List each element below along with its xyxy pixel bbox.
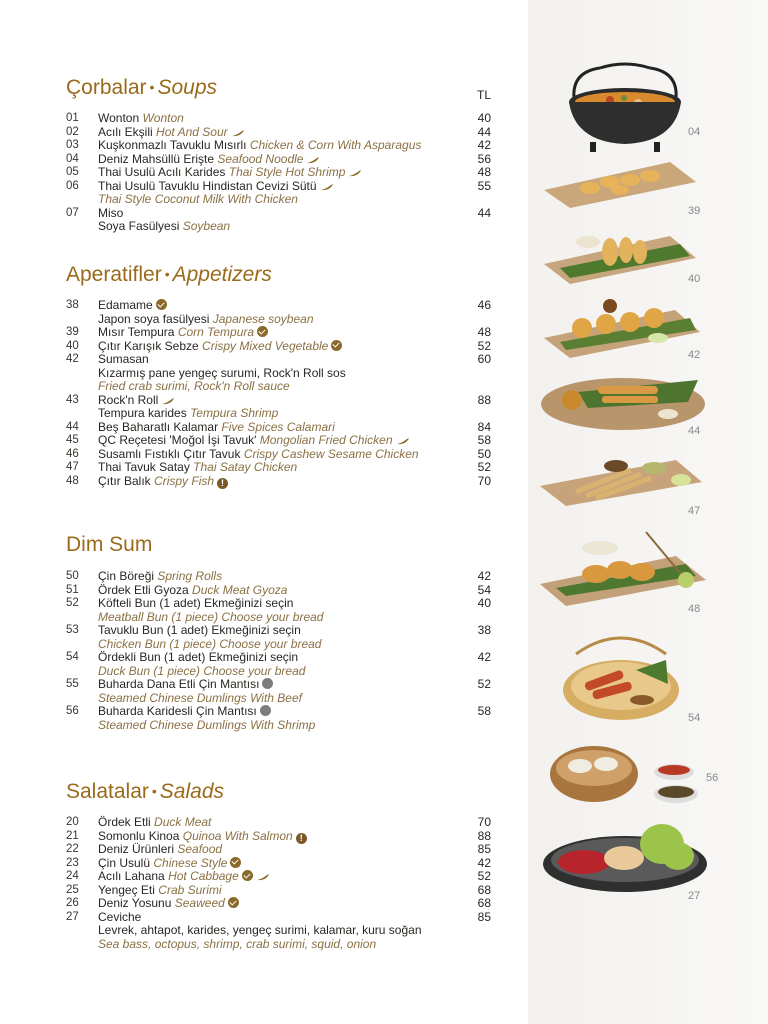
item-number: 47: [66, 461, 79, 473]
food-photo-tempura-plate: [540, 160, 700, 210]
food-photo-calamari: [538, 372, 708, 432]
menu-item-description: [66, 367, 496, 381]
item-name-en: Crab Surimi: [158, 882, 222, 897]
item-name-tr: Wonton: [98, 111, 140, 125]
item-name-tr: Rock'n Roll: [98, 392, 159, 407]
item-name-tr: Çin Usulü: [98, 855, 151, 870]
currency-label: TL: [476, 88, 491, 102]
steamed-icon: [262, 678, 273, 689]
menu-item-description: [66, 692, 496, 706]
item-name-en: Chicken Bun (1 piece) Choose your bread: [98, 636, 322, 651]
title-separator-dot: •: [151, 783, 157, 799]
item-text: [98, 299, 167, 313]
item-text: [98, 924, 422, 938]
item-name-en: Crispy Cashew Sesame Chicken: [243, 446, 419, 461]
item-name-en: Chinese Style: [153, 855, 228, 870]
food-photo-sumasan: [540, 298, 705, 363]
item-name-tr: Ceviche: [98, 909, 142, 924]
photo-label: 56: [706, 772, 719, 784]
menu-item: [66, 705, 496, 719]
menu-item: [66, 584, 496, 598]
section-title-en: Appetizers: [172, 263, 272, 286]
item-name-tr: Thai Tavuk Satay: [98, 460, 190, 474]
menu-item: [66, 870, 496, 884]
item-number: 26: [66, 897, 79, 909]
item-name-en: Steamed Chinese Dumlings With Beef: [98, 690, 302, 705]
item-name-en: Hot Cabbage: [168, 869, 239, 883]
item-price: 42: [477, 650, 491, 664]
item-text: [98, 665, 305, 679]
item-text: [98, 638, 321, 652]
menu-item: [66, 326, 496, 340]
item-name-tr: Acılı Ekşili: [98, 124, 153, 139]
section-title-tr: Aperatifler: [66, 263, 162, 286]
item-price: 42: [477, 569, 491, 583]
item-number: 54: [66, 651, 79, 663]
item-name-tr: Kuşkonmazlı Tavuklu Mısırlı: [98, 138, 247, 152]
item-name-en: Mongolian Fried Chicken: [259, 433, 393, 447]
item-text: [98, 475, 228, 489]
item-number: 02: [66, 125, 79, 138]
menu-item: [66, 166, 496, 180]
item-number: 22: [66, 843, 79, 855]
item-name-tr: Deniz Ürünleri: [98, 842, 175, 856]
item-text: [98, 207, 123, 221]
item-price: 40: [477, 111, 491, 125]
menu-section-dimsum: [66, 530, 496, 732]
item-text: [98, 421, 335, 435]
photo-label: 47: [688, 505, 701, 517]
item-name-en: Wonton: [142, 111, 184, 125]
item-price: 84: [477, 419, 491, 434]
check-leaf-icon: [228, 897, 239, 908]
item-price: 70: [477, 815, 491, 829]
item-text: [98, 153, 320, 167]
item-name-en: Seaweed: [174, 896, 225, 910]
item-text: [98, 570, 222, 584]
item-name-en: Hot And Sour: [156, 124, 228, 139]
menu-item: [66, 299, 496, 313]
item-price: 58: [477, 704, 491, 718]
menu-section-appetizers: [66, 259, 496, 488]
section-title: [66, 72, 496, 102]
item-price: 60: [477, 352, 491, 366]
item-number: 03: [66, 139, 79, 151]
photo-label: 39: [688, 205, 701, 217]
section-title: [66, 259, 496, 289]
food-photo-spring-roll-basket: [556, 624, 686, 724]
item-name-tr: Edamame: [98, 298, 153, 312]
item-number: 27: [66, 910, 79, 923]
item-name-en: Seafood: [177, 842, 223, 856]
item-text: [98, 884, 222, 898]
item-price: 48: [477, 165, 491, 179]
item-number: 51: [66, 583, 79, 596]
menu-item: [66, 434, 496, 448]
menu-item: [66, 830, 496, 844]
item-number: 52: [66, 597, 79, 609]
menu-item-description: [66, 938, 496, 952]
item-price: 56: [477, 151, 491, 166]
pepper-icon: [161, 397, 175, 405]
alert-icon: !: [217, 478, 228, 489]
item-number: 06: [66, 179, 79, 192]
item-name-tr: Japon soya fasülyesi: [98, 311, 210, 326]
item-name-tr: Kızarmış pane yengeç surumi, Rock'n Roll sos: [98, 365, 346, 380]
menu-item-description: [66, 611, 496, 625]
item-name-tr: Thai Usulü Tavuklu Hindistan Cevizi Sütü: [98, 178, 317, 193]
item-name-tr: QC Reçetesi 'Moğol İşi Tavuk': [98, 433, 257, 447]
item-text: [98, 407, 278, 421]
item-text: [98, 651, 298, 665]
menu-item-description: [66, 665, 496, 679]
item-text: [98, 719, 315, 733]
item-text: [98, 353, 149, 367]
menu-item-description: [66, 638, 496, 652]
item-text: [98, 220, 230, 234]
item-name-en: Crispy Mixed Vegetable: [202, 338, 329, 353]
food-photo-mixed-vegetable: [540, 228, 700, 288]
item-name-tr: Deniz Mahsüllü Erişte: [98, 151, 215, 166]
item-name-tr: Somonlu Kinoa: [98, 828, 180, 843]
section-title-en: Salads: [159, 780, 225, 803]
check-leaf-icon: [230, 857, 241, 868]
item-name-tr: Tempura karides: [98, 406, 187, 420]
menu-item: [66, 180, 496, 194]
menu-item: [66, 112, 496, 126]
food-photo-salad: [540, 818, 710, 898]
item-number: 24: [66, 870, 79, 882]
menu-section-soups: [66, 72, 496, 234]
section-title-en: Soups: [157, 76, 217, 99]
item-price: 52: [477, 869, 491, 883]
item-text: [98, 597, 293, 611]
item-price: 40: [477, 596, 491, 610]
menu-item-description: [66, 719, 496, 733]
item-text: [98, 584, 287, 598]
menu-item: [66, 394, 496, 408]
steamed-icon: [260, 705, 271, 716]
item-text: [98, 326, 268, 340]
item-name-tr: Köfteli Bun (1 adet) Ekmeğinizi seçin: [98, 596, 294, 610]
item-text: [98, 870, 270, 884]
menu-item: [66, 448, 496, 462]
item-number: 21: [66, 829, 79, 842]
menu-item: [66, 678, 496, 692]
item-text: [98, 692, 302, 706]
menu-item: [66, 624, 496, 638]
title-separator-dot: •: [164, 266, 170, 282]
menu-item-list: [66, 299, 496, 488]
item-text: [98, 340, 342, 354]
menu-item: [66, 911, 496, 925]
menu-item: [66, 843, 496, 857]
item-number: 55: [66, 678, 79, 690]
item-price: 55: [477, 178, 491, 193]
check-leaf-icon: [257, 326, 268, 337]
section-title-tr: Çorbalar: [66, 76, 147, 99]
item-text: [98, 367, 346, 381]
item-number: 01: [66, 112, 79, 124]
photo-label: 42: [688, 349, 701, 361]
item-text: [98, 126, 245, 140]
food-photo-satay: [536, 452, 706, 510]
item-name-tr: Çıtır Karışık Sebze: [98, 338, 199, 353]
menu-item: [66, 897, 496, 911]
photo-label: 54: [688, 712, 701, 724]
photo-label: 48: [688, 603, 701, 615]
item-price: 52: [477, 460, 491, 474]
menu-item-list: [66, 570, 496, 732]
menu-item: [66, 139, 496, 153]
item-name-en: Duck Bun (1 piece) Choose your bread: [98, 663, 306, 678]
menu-item-description: [66, 380, 496, 394]
item-number: 23: [66, 856, 79, 869]
title-separator-dot: •: [149, 79, 155, 95]
section-title-tr: Salatalar: [66, 780, 149, 803]
item-text: [98, 816, 211, 830]
item-text: [98, 112, 184, 126]
item-name-tr: Ördek Etli: [98, 815, 151, 829]
item-name-en: Seafood Noodle: [217, 151, 304, 166]
item-text: [98, 911, 141, 925]
item-price: 38: [477, 623, 491, 637]
alert-icon: !: [296, 833, 307, 844]
item-text: [98, 938, 376, 952]
item-text: [98, 180, 334, 194]
item-name-en: Corn Tempura: [177, 325, 255, 339]
pepper-icon: [306, 156, 320, 164]
menu-item: [66, 475, 496, 489]
menu-item-description: [66, 220, 496, 234]
item-number: 43: [66, 393, 79, 406]
menu-item: [66, 421, 496, 435]
menu-item-description: [66, 924, 496, 938]
item-text: [98, 193, 298, 207]
item-name-tr: Deniz Yosunu: [98, 896, 172, 910]
item-price: 50: [477, 446, 491, 461]
item-text: [98, 434, 410, 448]
item-name-en: Steamed Chinese Dumlings With Shrimp: [98, 717, 316, 732]
item-name-tr: Sumasan: [98, 352, 149, 366]
item-name-en: Five Spices Calamari: [221, 419, 335, 434]
item-price: 44: [477, 124, 491, 139]
item-price: 52: [477, 338, 491, 353]
food-photo-soup: [560, 62, 690, 162]
check-leaf-icon: [331, 340, 342, 351]
item-name-tr: Miso: [98, 205, 124, 220]
item-name-en: Japanese soybean: [212, 311, 314, 326]
menu-item: [66, 816, 496, 830]
item-name-en: Duck Meat: [154, 815, 212, 829]
item-name-tr: Buharda Dana Etli Çin Mantısı: [98, 677, 260, 691]
menu-item: [66, 353, 496, 367]
item-number: 48: [66, 474, 79, 487]
menu-item: [66, 884, 496, 898]
item-name-en: Tempura Shrimp: [190, 406, 279, 420]
menu-item-list: [66, 816, 496, 951]
item-name-en: Quinoa With Salmon: [182, 828, 293, 843]
item-name-en: Thai Style Hot Shrimp: [228, 165, 346, 179]
pepper-icon: [231, 129, 245, 137]
item-price: 70: [477, 473, 491, 488]
menu-item-description: [66, 193, 496, 207]
item-text: [98, 624, 301, 638]
item-name-tr: Susamlı Fıstıklı Çıtır Tavuk: [98, 446, 241, 461]
item-number: 40: [66, 339, 79, 352]
menu-item: [66, 461, 496, 475]
item-text: [98, 313, 314, 327]
item-number: 45: [66, 434, 79, 446]
section-title: [66, 776, 496, 806]
item-name-tr: Ördek Etli Gyoza: [98, 582, 189, 597]
item-number: 05: [66, 166, 79, 178]
item-text: [98, 166, 362, 180]
item-number: 44: [66, 420, 79, 433]
photo-label: 04: [688, 126, 701, 138]
item-text: [98, 897, 239, 911]
menu-item: [66, 857, 496, 871]
menu-item: [66, 126, 496, 140]
item-name-tr: Ördekli Bun (1 adet) Ekmeğinizi seçin: [98, 650, 299, 664]
item-price: 54: [477, 582, 491, 597]
item-number: 42: [66, 353, 79, 365]
item-name-tr: Acılı Lahana: [98, 869, 165, 883]
item-number: 04: [66, 152, 79, 165]
item-number: 07: [66, 206, 79, 219]
item-name-tr: Mısır Tempura: [98, 325, 175, 339]
item-price: 48: [477, 325, 491, 339]
item-text: [98, 448, 419, 462]
pepper-icon: [256, 873, 270, 881]
item-name-tr: Beş Baharatlı Kalamar: [98, 419, 219, 434]
menu-item-description: [66, 407, 496, 421]
section-title: [66, 530, 496, 560]
item-text: [98, 843, 222, 857]
check-leaf-icon: [242, 870, 253, 881]
check-leaf-icon: [156, 299, 167, 310]
item-name-en: Fried crab surimi, Rock'n Roll sauce: [98, 379, 290, 393]
item-name-tr: Çin Böreği: [98, 569, 155, 583]
item-price: 46: [477, 298, 491, 312]
item-number: 46: [66, 447, 79, 460]
item-text: [98, 461, 297, 475]
item-number: 25: [66, 883, 79, 896]
item-text: [98, 380, 290, 394]
pepper-icon: [348, 169, 362, 177]
item-name-en: Crispy Fish: [154, 473, 215, 488]
item-text: [98, 705, 271, 719]
item-name-tr: Thai Usulü Acılı Karides: [98, 165, 226, 179]
item-name-tr: Levrek, ahtapot, karides, yengeç surimi, kalamar, kuru soğan: [98, 923, 422, 937]
menu-item-list: [66, 112, 496, 234]
photo-label: 40: [688, 273, 701, 285]
food-photo-dumplings: [548, 740, 708, 810]
item-name-en: Soybean: [182, 219, 231, 233]
item-name-tr: Çıtır Balık: [98, 473, 151, 488]
item-number: 53: [66, 624, 79, 636]
menu-item: [66, 340, 496, 354]
menu-section-salads: [66, 776, 496, 951]
item-price: 68: [477, 896, 491, 910]
item-text: [98, 857, 241, 871]
item-text: [98, 678, 273, 692]
item-name-tr: Yengeç Eti: [98, 882, 155, 897]
item-number: 20: [66, 816, 79, 828]
item-name-tr: Tavuklu Bun (1 adet) Ekmeğinizi seçin: [98, 623, 301, 637]
item-price: 88: [477, 828, 491, 843]
pepper-icon: [396, 437, 410, 445]
item-text: [98, 611, 323, 625]
item-number: 38: [66, 299, 79, 311]
item-text: [98, 394, 175, 408]
item-price: 85: [477, 909, 491, 924]
item-name-en: Duck Meat Gyoza: [192, 582, 288, 597]
section-title-tr: Dim Sum: [66, 533, 153, 556]
item-name-en: Spring Rolls: [157, 569, 223, 583]
menu-item: [66, 597, 496, 611]
photo-label: 27: [688, 890, 701, 902]
item-number: 39: [66, 326, 79, 338]
item-price: 44: [477, 205, 491, 220]
item-price: 88: [477, 392, 491, 407]
item-price: 42: [477, 138, 491, 152]
item-price: 58: [477, 433, 491, 447]
item-number: 56: [66, 705, 79, 717]
item-name-en: Thai Style Coconut Milk With Chicken: [98, 192, 298, 206]
item-text: [98, 139, 421, 153]
menu-item-description: [66, 313, 496, 327]
item-name-en: Thai Satay Chicken: [193, 460, 298, 474]
item-name-en: Sea bass, octopus, shrimp, crab surimi, squid, onion: [98, 936, 377, 951]
item-price: 52: [477, 677, 491, 691]
item-name-en: Meatball Bun (1 piece) Choose your bread: [98, 609, 324, 624]
item-name-en: Chicken & Corn With Asparagus: [249, 138, 422, 152]
item-name-tr: Soya Fasülyesi: [98, 219, 180, 233]
menu-item: [66, 207, 496, 221]
photo-label: 44: [688, 425, 701, 437]
food-photo-crispy-fish: [536, 526, 716, 608]
menu-item: [66, 651, 496, 665]
item-price: 85: [477, 842, 491, 856]
item-name-tr: Buharda Karidesli Çin Mantısı: [98, 704, 257, 718]
menu-item: [66, 570, 496, 584]
item-number: 50: [66, 570, 79, 582]
menu-item: [66, 153, 496, 167]
item-price: 42: [477, 855, 491, 870]
item-price: 68: [477, 882, 491, 897]
pepper-icon: [320, 183, 334, 191]
